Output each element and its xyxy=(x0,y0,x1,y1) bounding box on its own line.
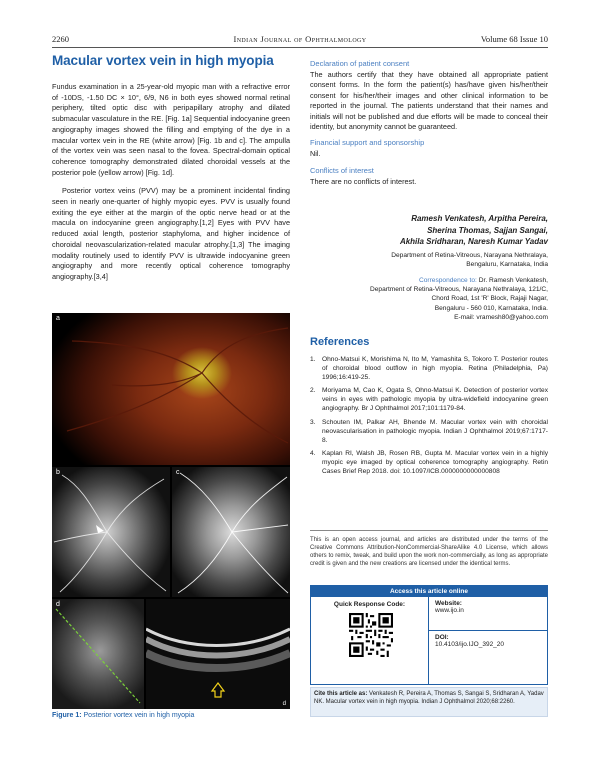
correspondence-label: Correspondence to: xyxy=(418,276,477,284)
author-line-2: Sherina Thomas, Sajjan Sangai, xyxy=(427,225,548,235)
funding-heading: Financial support and sponsorship xyxy=(310,138,425,148)
reference-number: 2. xyxy=(310,387,316,395)
figure-panel-a-fundus-photo xyxy=(52,313,290,465)
affiliation-line-1: Department of Retina-Vitreous, Narayana Nethralaya, xyxy=(391,251,548,259)
header-divider xyxy=(52,47,548,48)
panel-d-marker: d xyxy=(282,701,286,707)
panel-c-label: c xyxy=(176,469,180,476)
doi-link[interactable]: 10.4103/ijo.IJO_392_20 xyxy=(435,641,505,648)
author-line-3: Akhila Sridharan, Naresh Kumar Yadav xyxy=(399,237,548,247)
correspondence xyxy=(310,276,548,323)
fundus-vessels xyxy=(52,313,290,465)
volume-issue: Volume 68 Issue 10 xyxy=(480,34,548,44)
citation-label: Cite this article as: xyxy=(314,691,368,697)
references-heading: References xyxy=(310,336,370,348)
body-paragraph-2: Posterior vortex veins (PVV) may be a prominent incidental finding seen in nearly one-quarter of highly myopic eyes. PVV is usually found exiting the eye either at the margin of the optic nerve head or at the macula on indocyanine green angiography.[1,2] Eyes with PVV have reduced axial length, posterior staphyloma, and higher incidence of choroidal neovascularization-related macular atrophy.[1,3] The imaging modality routinely used to identify PVV is ultrawide indocyanine green angiography and more recently optical coherence tomography angiography.[3,4] xyxy=(52,186,290,281)
white-arrow-icon xyxy=(96,525,104,533)
reference-item xyxy=(310,418,548,445)
conflicts-heading: Conflicts of interest xyxy=(310,165,374,175)
qr-cell xyxy=(311,597,429,684)
panel-b-label: b xyxy=(56,469,60,476)
reference-text: Moriyama M, Cao K, Ogata S, Ohno-Matsui K. Detection of posterior vortex veins in eyes with pathologic myopia by ultra-widefield indocyanine green angiography. Br J Ophthalmol 2017;101:1179-84. xyxy=(322,387,548,413)
correspondence-address-2: Chord Road, 1st 'R' Block, Rajaji Nagar, xyxy=(431,295,548,303)
access-online-box xyxy=(310,585,548,685)
doi-row xyxy=(429,631,547,651)
qr-code-icon[interactable] xyxy=(349,613,393,657)
references-section xyxy=(310,336,548,480)
license-divider xyxy=(310,530,548,531)
declaration-heading: Declaration of patient consent xyxy=(310,59,410,68)
journal-name: Indian Journal of Ophthalmology xyxy=(233,34,367,44)
article-title: Macular vortex vein in high myopia xyxy=(52,53,274,68)
oct-scan-line xyxy=(52,599,144,709)
icga-vessels-b xyxy=(52,467,170,597)
oct-layers xyxy=(146,599,290,709)
reference-text: Ohno-Matsui K, Morishima N, Ito M, Yamashita S, Tokoro T. Posterior routes of choroidal blood outflow in high myopia. Retina (Philadelphia, Pa) 1996;16:419-25. xyxy=(322,356,548,382)
reference-number: 3. xyxy=(310,418,316,426)
figure-1 xyxy=(52,313,290,709)
figure-caption-text: Posterior vortex vein in high myopia xyxy=(83,712,195,719)
reference-list xyxy=(310,355,548,476)
reference-text: Schouten IM, Palkar AH, Bhende M. Macular vortex vein with choroidal neovascularisation in pathologic myopia. Indian J Ophthalmol 2019;67:1717-8. xyxy=(322,418,548,444)
reference-item xyxy=(310,386,548,413)
correspondence-email[interactable]: E-mail: vramesh80@yahoo.com xyxy=(454,314,548,322)
access-box-title: Access this article online xyxy=(311,586,547,597)
panel-a-label: a xyxy=(56,315,60,322)
panel-d-label: d xyxy=(56,601,60,608)
running-header xyxy=(52,34,548,48)
author-affiliation xyxy=(310,251,548,270)
qr-label: Quick Response Code: xyxy=(333,601,406,608)
figure-panel-d-oct-scan xyxy=(146,599,290,709)
body-paragraph-1: Fundus examination in a 25-year-old myopic man with a refractive error of -10DS, -1.50 DC × 10°, 6/9, N6 in both eyes showed normal retinal periphery, tilted optic disc with peripapillary atrophy and dilated submacular vasculature in the RE. [Fig. 1a] Sequential indocyanine green angiography images showed the filling and emptying of the dye in a macular vortex vein in the RE (white arrow) [Fig. 1b and c]. The ampulla of the vortex vein was seen nasal to the fovea. Spectral-domain optical coherence tomography demonstrated dilated choroidal vessels at the posterior pole (yellow arrow) [Fig. 1d]. xyxy=(52,82,290,177)
figure-caption xyxy=(52,712,290,719)
article-link-cell xyxy=(429,597,547,684)
page-number: 2260 xyxy=(52,34,69,44)
funding-text: Nil. xyxy=(310,149,321,159)
figure-panel-c-icga-late xyxy=(172,467,290,597)
license-statement: This is an open access journal, and articles are distributed under the terms of the Creative Commons Attribution-NonCommercial-ShareAlike 4.0 License, which allows others to remix, tweak, and build upon the work non-commercially, as long as appropriate credit is given and the new creations are licensed under the identical terms. xyxy=(310,537,548,568)
citation-box xyxy=(310,687,548,717)
figure-panel-b-icga-early xyxy=(52,467,170,597)
yellow-arrow-icon xyxy=(212,683,224,697)
correspondence-name: Dr. Ramesh Venkatesh, xyxy=(476,276,548,284)
website-row xyxy=(429,597,547,631)
author-line-1: Ramesh Venkatesh, Arpitha Pereira, xyxy=(411,214,548,223)
icga-vessels-c xyxy=(172,467,290,597)
left-column xyxy=(52,53,290,283)
reference-number: 1. xyxy=(310,356,316,363)
article-body xyxy=(52,82,290,283)
website-link[interactable]: www.ijo.in xyxy=(435,607,464,614)
citation-text: Venkatesh R, Pereira A, Thomas S, Sangai S, Sridharan A, Yadav NK. Macular vortex vein in high myopia. Indian J Ophthalmol 2020;68:2260. xyxy=(314,691,544,706)
author-names xyxy=(310,213,548,248)
doi-label: DOI: xyxy=(435,634,449,641)
declaration-text: The authors certify that they have obtained all appropriate patient consent forms. In the form the patient(s) has/have given his/her/their consent for his/her/their images and other clinical information to be reported in the journal. The patients understand that their names and initials will not be published and due efforts will be made to conceal their identity, but anonymity cannot be guaranteed. xyxy=(310,70,548,132)
author-block xyxy=(310,213,548,323)
correspondence-address-1: Department of Retina-Vitreous, Narayana Nethralaya, 121/C, xyxy=(369,286,548,293)
reference-item xyxy=(310,449,548,476)
conflicts-text: There are no conflicts of interest. xyxy=(310,176,417,186)
website-label: Website: xyxy=(435,600,462,607)
correspondence-address-3: Bengaluru - 560 010, Karnataka, India. xyxy=(434,304,548,312)
right-column xyxy=(310,59,548,187)
reference-number: 4. xyxy=(310,449,316,457)
figure-caption-label: Figure 1: xyxy=(52,712,82,719)
figure-panel-d-infrared xyxy=(52,599,144,709)
affiliation-line-2: Bengaluru, Karnataka, India xyxy=(466,261,548,269)
reference-text: Kaplan RI, Walsh JB, Rosen RB, Gupta M. Macular vortex vein in a highly myopic eye imaged by optical coherence tomography angiography. Retin Cases Brief Rep 2018. doi: 10.1097/ICB.0000000000000808 xyxy=(322,449,548,476)
reference-item xyxy=(310,355,548,382)
